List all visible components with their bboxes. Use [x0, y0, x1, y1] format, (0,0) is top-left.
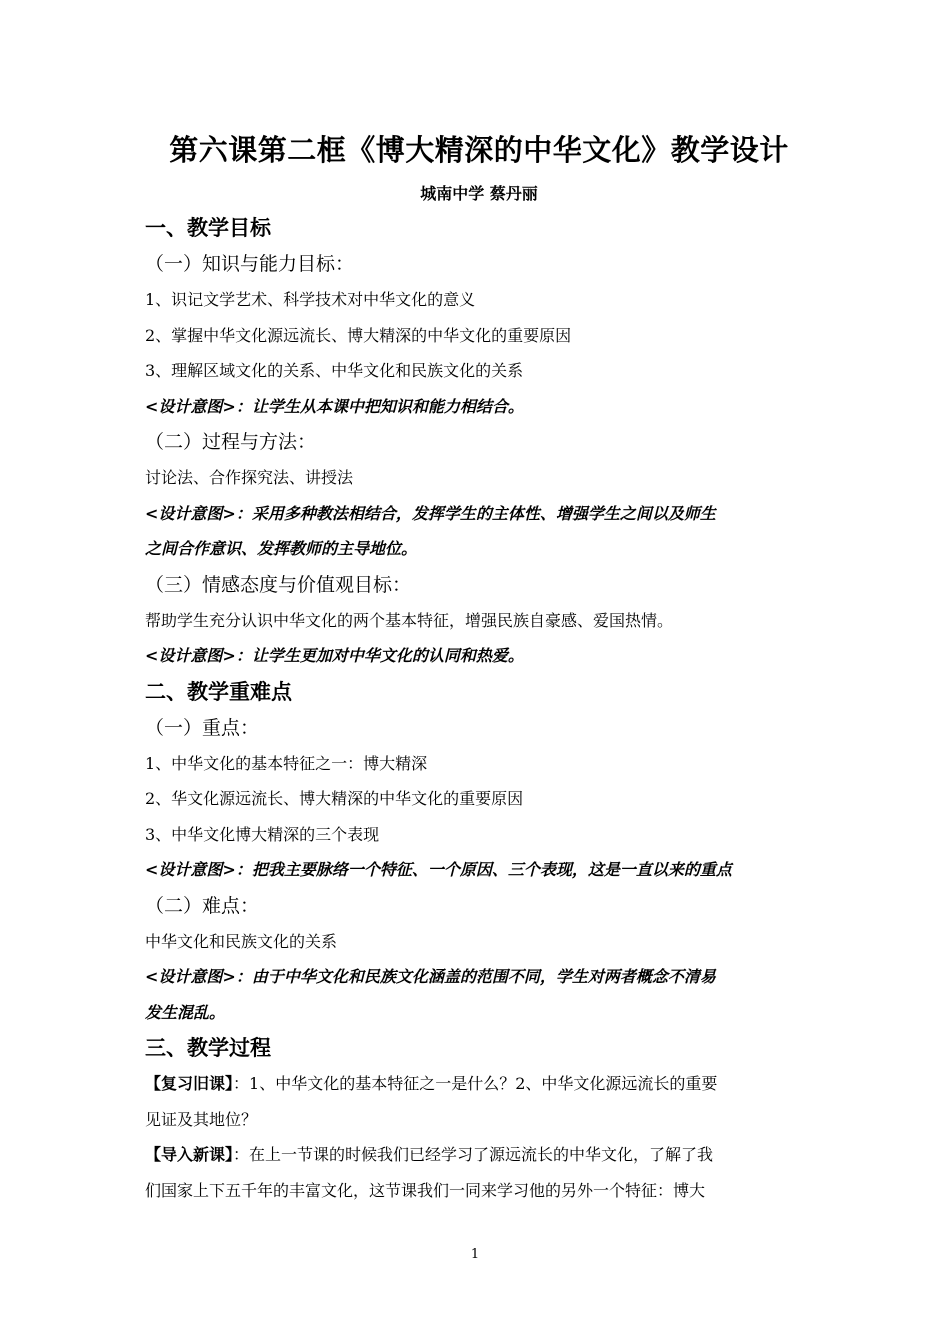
document-body: [145, 128, 813, 1208]
intro-paragraph-continued: 们国家上下五千年的丰富文化，这节课我们一同来学习他的另外一个特征：博大: [145, 1180, 706, 1200]
intro-text: ：在上一节课的时候我们已经学习了源远流长的中华文化，了解了我: [233, 1145, 714, 1164]
review-label: 【复习旧课】: [145, 1074, 234, 1093]
design-intent-note: <设计意图>：把我主要脉络一个特征、一个原因、三个表现，这是一直以来的重点: [145, 860, 732, 879]
subheading-knowledge-ability: （一）知识与能力目标：: [145, 253, 355, 275]
page-number: 1: [470, 1247, 480, 1262]
design-intent-note: <设计意图>：让学生更加对中华文化的认同和热爱。: [145, 646, 524, 665]
intro-label: 【导入新课】: [145, 1145, 234, 1164]
list-item: 2、华文化源远流长、博大精深的中华文化的重要原因: [145, 789, 524, 808]
list-item: 3、理解区域文化的关系、中华文化和民族文化的关系: [145, 361, 524, 380]
paragraph-text: 中华文化和民族文化的关系: [145, 931, 338, 951]
paragraph-text: 帮助学生充分认识中华文化的两个基本特征，增强民族自豪感、爱国热情。: [145, 610, 674, 630]
design-intent-note: <设计意图>：采用多种教法相结合，发挥学生的主体性、增强学生之间以及师生: [145, 503, 716, 523]
list-item: 2、掌握中华文化源远流长、博大精深的中华文化的重要原因: [145, 325, 572, 345]
list-item: 1、识记文学艺术、科学技术对中华文化的意义: [145, 290, 476, 309]
subheading-process-method: （二）过程与方法：: [145, 431, 317, 453]
author-line: 城南中学 蔡丹丽: [420, 184, 538, 203]
list-item: 1、中华文化的基本特征之一：博大精深: [145, 753, 428, 773]
section-heading-key-difficult-points: 二、教学重难点: [145, 678, 292, 704]
review-paragraph-continued: 见证及其地位？: [145, 1109, 258, 1129]
subheading-difficult-points: （二）难点：: [145, 894, 260, 917]
list-item: 3、中华文化博大精深的三个表现: [145, 824, 380, 844]
intro-paragraph: [145, 1137, 813, 1173]
review-text: ：1、中华文化的基本特征之一是什么？2、中华文化源远流长的重要: [233, 1074, 718, 1093]
subheading-key-points: （一）重点：: [145, 716, 260, 739]
design-intent-note: <设计意图>：让学生从本课中把知识和能力相结合。: [145, 396, 524, 416]
paragraph-text: 讨论法、合作探究法、讲授法: [145, 468, 354, 487]
subheading-emotion-values: （三）情感态度与价值观目标：: [145, 573, 412, 596]
design-intent-note-continued: 发生混乱。: [145, 1002, 226, 1022]
design-intent-note-continued: 之间合作意识、发挥教师的主导地位。: [145, 539, 418, 558]
section-heading-teaching-process: 三、教学过程: [145, 1035, 271, 1060]
section-heading-teaching-goals: 一、教学目标: [145, 215, 271, 240]
review-paragraph: [145, 1066, 813, 1102]
document-title: 第六课第二框《博大精深的中华文化》教学设计: [169, 133, 789, 167]
design-intent-note: <设计意图>：由于中华文化和民族文化涵盖的范围不同，学生对两者概念不清易: [145, 967, 716, 986]
